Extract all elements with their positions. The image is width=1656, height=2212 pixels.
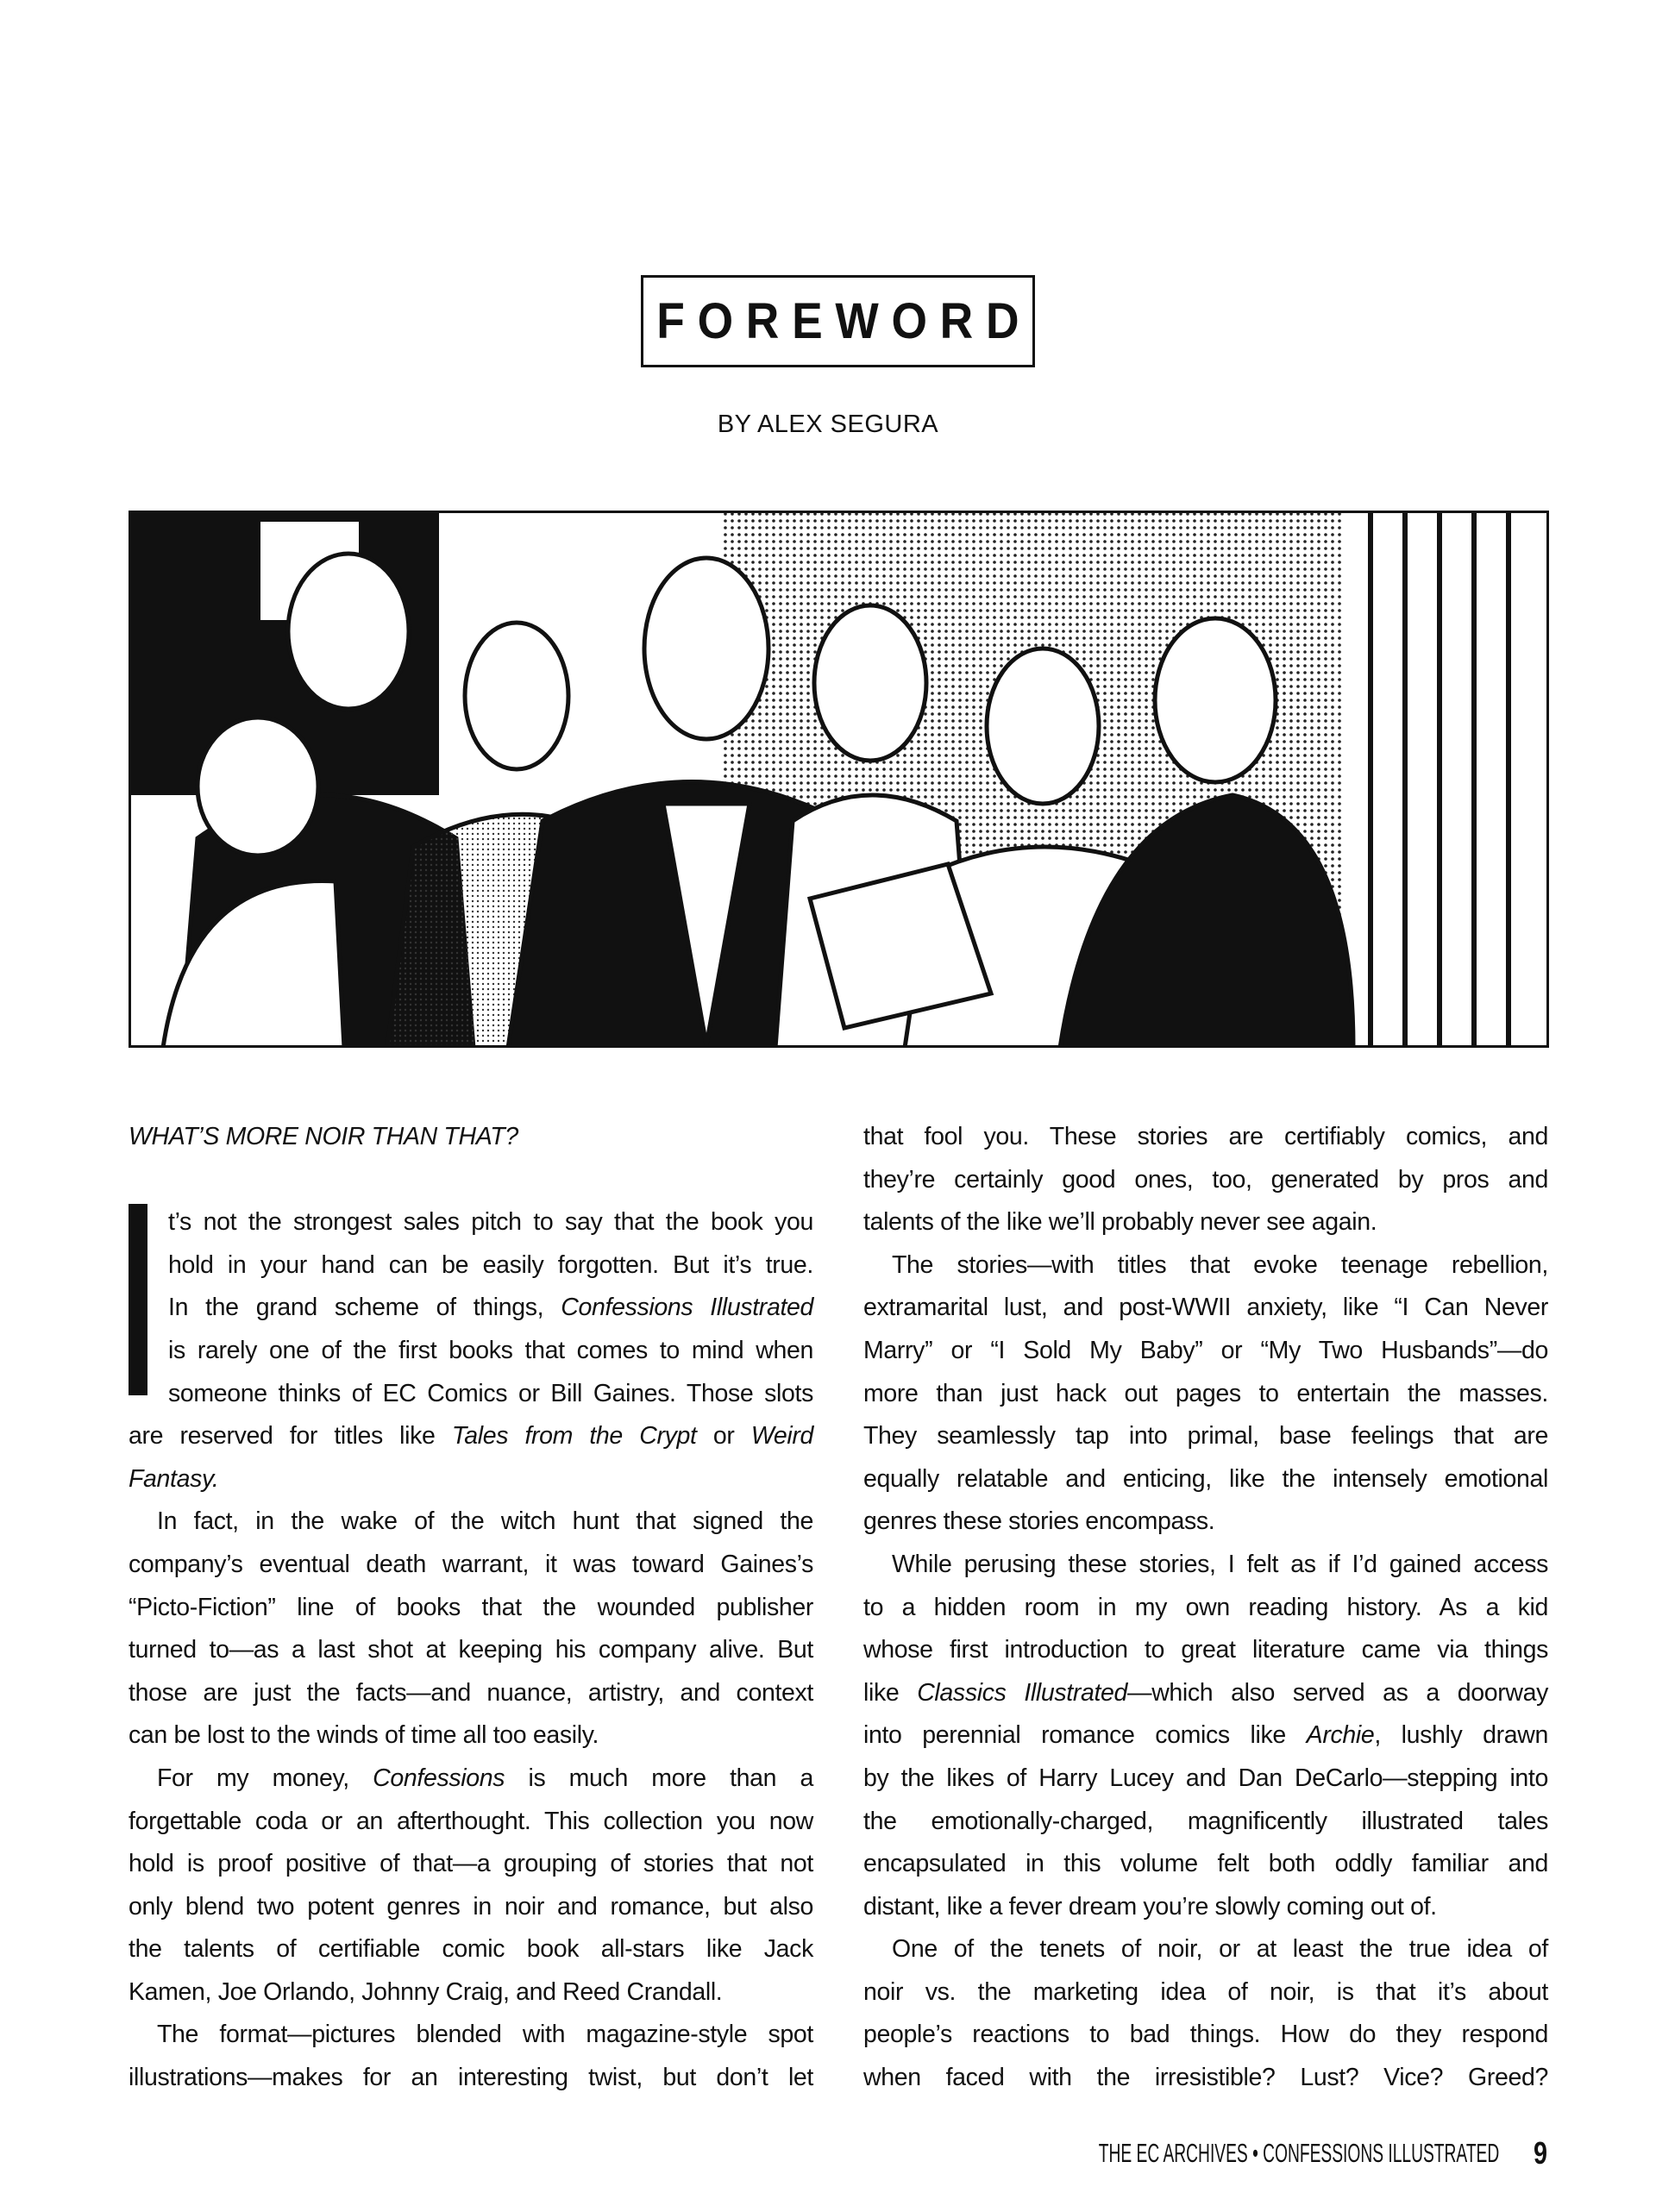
text-line <box>863 1928 1548 1971</box>
text-line <box>129 1587 813 1630</box>
text-line <box>863 1458 1548 1501</box>
text-line <box>129 1159 813 1202</box>
body-text: They seamlessly tap into primal, base feelings that are <box>863 1422 1548 1451</box>
body-text: is rarely one of the first books that comes to mind when <box>168 1336 813 1364</box>
author-byline: BY ALEX SEGURA <box>717 410 939 438</box>
body-text: more than just hack out pages to entertain the masses. <box>863 1379 1548 1407</box>
text-line <box>129 1843 813 1886</box>
body-text: t’s not the strongest sales pitch to say that the book you <box>168 1208 813 1237</box>
text-line <box>863 1801 1548 1844</box>
body-text: they’re certainly good ones, too, generated by pros and <box>863 1165 1548 1194</box>
text-line <box>863 1244 1548 1288</box>
italic-title-text: Weird <box>750 1422 813 1451</box>
body-text: distant, like a fever dream you’re slowly coming out of. <box>863 1892 1437 1921</box>
body-text: is much more than a <box>505 1764 813 1792</box>
text-line <box>129 1801 813 1844</box>
body-text: extramarital lust, and post-WWII anxiety, like “I Can Never <box>863 1294 1548 1322</box>
comic-wedding-scene-illustration <box>129 511 1549 1048</box>
text-line <box>863 1287 1548 1330</box>
body-text: by the likes of Harry Lucey and Dan DeCarlo—stepping into <box>863 1764 1548 1792</box>
body-text: equally relatable and enticing, like the intensely emotional <box>863 1464 1548 1493</box>
text-line <box>129 1373 813 1416</box>
text-line <box>863 1330 1548 1373</box>
body-text: talents of the like we’ll probably never see again. <box>863 1208 1377 1237</box>
text-line <box>129 1928 813 1971</box>
body-text: hold is proof positive of that—a grouping of stories that not <box>129 1850 813 1878</box>
text-line <box>863 1415 1548 1458</box>
body-text: genres these stories encompass. <box>863 1507 1215 1536</box>
text-line <box>129 1672 813 1715</box>
body-text: people’s reactions to bad things. How do they respond <box>863 2021 1548 2049</box>
italic-title-text: Tales from the Crypt <box>451 1422 697 1451</box>
body-text: someone thinks of EC Comics or Bill Gaines. Those slots <box>168 1379 813 1407</box>
text-line <box>863 1672 1548 1715</box>
text-line <box>129 2014 813 2057</box>
body-text: company’s eventual death warrant, it was toward Gaines’s <box>129 1550 813 1578</box>
body-text: In the grand scheme of things, <box>168 1294 561 1322</box>
body-text: The format—pictures blended with magazine-style spot <box>157 2021 813 2049</box>
body-text: noir vs. the marketing idea of noir, is that it’s about <box>863 1977 1548 2006</box>
text-line <box>863 1886 1548 1929</box>
text-line <box>863 1201 1548 1244</box>
text-line <box>129 1501 813 1544</box>
text-line <box>129 1201 813 1244</box>
text-line <box>863 1544 1548 1587</box>
text-line <box>863 1714 1548 1758</box>
text-line <box>863 1843 1548 1886</box>
text-line <box>129 1116 813 1159</box>
text-line <box>129 1330 813 1373</box>
foreword-title-box <box>641 275 1035 367</box>
text-line <box>863 2057 1548 2100</box>
body-text: are reserved for titles like <box>129 1422 452 1451</box>
italic-title-text: Fantasy. <box>129 1464 219 1493</box>
text-line <box>129 1287 813 1330</box>
body-text: like <box>863 1678 918 1707</box>
text-line <box>863 1116 1548 1159</box>
body-text: In fact, in the wake of the witch hunt that signed the <box>157 1507 813 1536</box>
italic-title-text: Classics Illustrated <box>917 1678 1128 1707</box>
text-line <box>129 1244 813 1288</box>
body-text: the emotionally-charged, magnificently illustrated tales <box>863 1807 1548 1835</box>
body-text: Kamen, Joe Orlando, Johnny Craig, and Reed Crandall. <box>129 1977 723 2006</box>
text-line <box>129 1758 813 1801</box>
text-line <box>863 2014 1548 2057</box>
text-line <box>863 1159 1548 1202</box>
body-text: or <box>696 1422 751 1451</box>
body-text: Marry” or “I Sold My Baby” or “My Two Husbands”—do <box>863 1336 1548 1364</box>
body-text: only blend two potent genres in noir and romance, but also <box>129 1892 813 1921</box>
body-text: the talents of certifiable comic book all-stars like Jack <box>129 1935 813 1964</box>
text-line <box>129 1971 813 2015</box>
italic-title-text: Archie <box>1306 1721 1375 1750</box>
body-text: into perennial romance comics like <box>863 1721 1307 1750</box>
right-text-column <box>863 1116 1548 2100</box>
page-title: FOREWORD <box>656 293 1032 349</box>
body-text: “Picto-Fiction” line of books that the wounded publisher <box>129 1593 813 1621</box>
text-line <box>129 1458 813 1501</box>
body-text: The stories—with titles that evoke teenage rebellion, <box>892 1250 1548 1279</box>
text-line <box>863 1629 1548 1672</box>
body-text: While perusing these stories, I felt as if I’d gained access <box>892 1550 1548 1578</box>
italic-title-text: Confessions Illustrated <box>561 1294 814 1322</box>
text-line <box>863 1373 1548 1416</box>
page-number: 9 <box>1533 2135 1547 2171</box>
body-text: hold in your hand can be easily forgotten. But it’s true. <box>168 1250 813 1279</box>
body-text: One of the tenets of noir, or at least the true idea of <box>892 1935 1548 1964</box>
text-line <box>129 1886 813 1929</box>
text-line <box>863 1758 1548 1801</box>
body-text: , lushly drawn <box>1374 1721 1548 1750</box>
text-line <box>863 1501 1548 1544</box>
body-text: when faced with the irresistible? Lust? Vice? Greed? <box>863 2064 1548 2092</box>
body-text: that fool you. These stories are certifiably comics, and <box>863 1123 1548 1150</box>
body-text: —which also served as a doorway <box>1127 1678 1548 1707</box>
body-text: For my money, <box>157 1764 373 1792</box>
text-line <box>863 1971 1548 2015</box>
text-line <box>129 1544 813 1587</box>
page-footer <box>853 2135 1549 2171</box>
body-text: whose first introduction to great literature came via things <box>863 1636 1548 1664</box>
body-text: forgettable coda or an afterthought. This collection you now <box>129 1807 813 1835</box>
text-line <box>863 1587 1548 1630</box>
body-text: illustrations—makes for an interesting twist, but don’t let <box>129 2064 813 2092</box>
body-text: encapsulated in this volume felt both oddly familiar and <box>863 1850 1548 1878</box>
italic-title-text: WHAT’S MORE NOIR THAN THAT? <box>129 1123 518 1150</box>
text-line <box>129 1629 813 1672</box>
text-line <box>129 1415 813 1458</box>
italic-title-text: Confessions <box>373 1764 505 1792</box>
body-text: turned to—as a last shot at keeping his company alive. But <box>129 1636 813 1664</box>
body-text: those are just the facts—and nuance, artistry, and context <box>129 1678 813 1707</box>
running-head: THE EC ARCHIVES • CONFESSIONS ILLUSTRATED <box>1098 2138 1499 2168</box>
text-line <box>129 1714 813 1758</box>
text-line <box>129 2057 813 2100</box>
left-text-column <box>129 1116 813 2100</box>
body-text: to a hidden room in my own reading history. As a kid <box>863 1593 1548 1621</box>
body-text: can be lost to the winds of time all too easily. <box>129 1721 599 1750</box>
